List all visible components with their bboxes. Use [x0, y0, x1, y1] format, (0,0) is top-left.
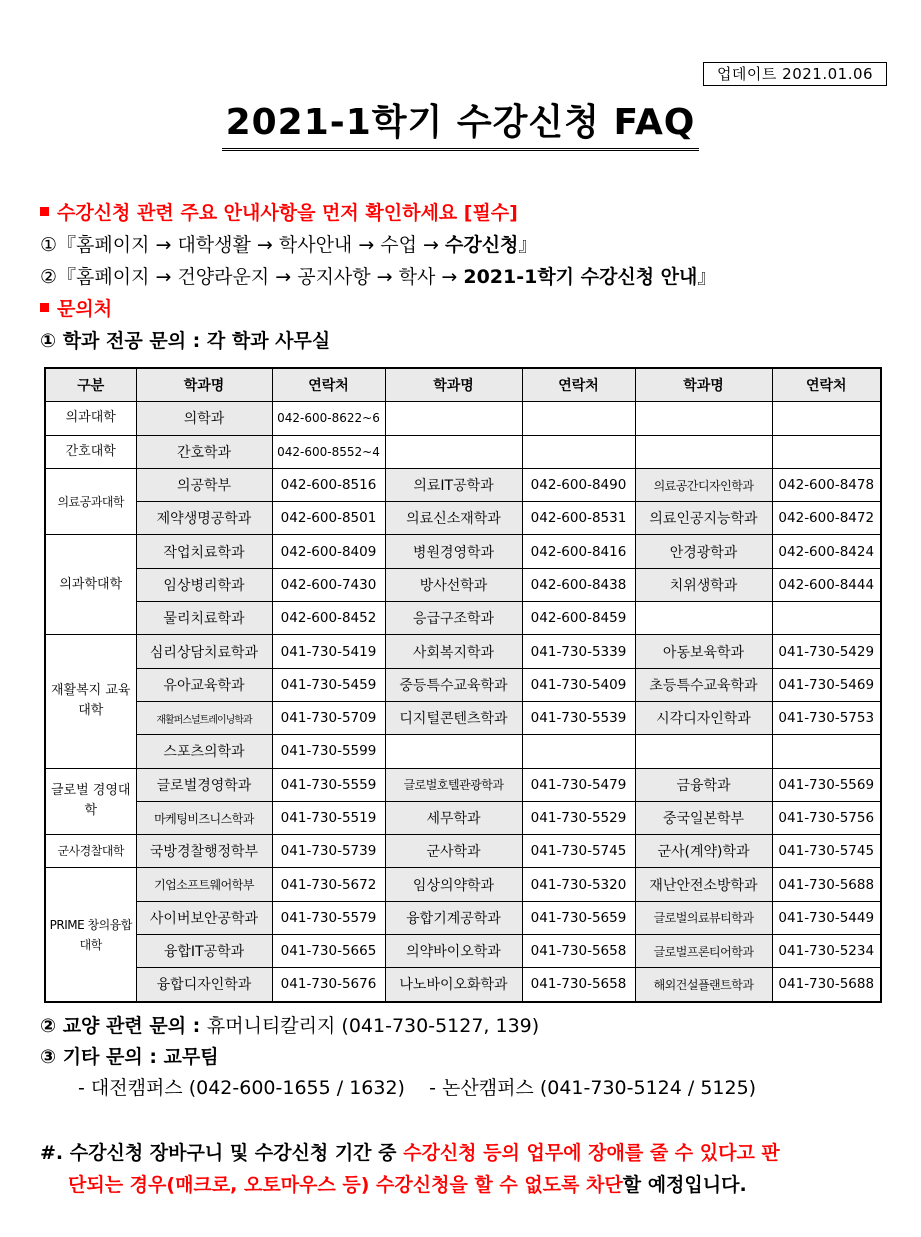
phone-cell: 041-730-5756 — [772, 801, 881, 834]
dept-name-cell: 세무학과 — [385, 801, 522, 834]
phone-cell: 042-600-8424 — [772, 535, 881, 568]
dept-name-cell: 안경광학과 — [635, 535, 772, 568]
dept-name-cell: 나노바이오화학과 — [385, 968, 522, 1002]
table-row — [45, 768, 881, 801]
phone-cell: 041-730-5419 — [272, 635, 385, 668]
header-cell: 연락처 — [772, 368, 881, 402]
dept-name-cell: 의료공간디자인학과 — [635, 468, 772, 501]
phone-cell: 041-730-5479 — [522, 768, 635, 801]
phone-cell — [522, 402, 635, 435]
dept-name-cell: 사회복지학과 — [385, 635, 522, 668]
phone-cell: 042-600-8444 — [772, 568, 881, 601]
red-square-bullet-icon — [40, 303, 49, 312]
notice-line-2-prefix: ②『홈페이지 → 건양라운지 → 공지사항 → 학사 → — [40, 266, 464, 288]
phone-cell: 042-600-8472 — [772, 502, 881, 535]
notice-line-1 — [40, 231, 537, 259]
dept-name-cell: 글로벌경영학과 — [136, 768, 272, 801]
phone-cell: 041-730-5449 — [772, 901, 881, 934]
dept-name-cell: 마케팅비즈니스학과 — [136, 801, 272, 834]
phone-cell: 041-730-5745 — [772, 835, 881, 868]
dept-name-cell: 기업소프트웨어학부 — [136, 868, 272, 901]
table-row — [45, 835, 881, 868]
notice-line-2 — [40, 263, 716, 291]
phone-cell: 041-730-5688 — [772, 868, 881, 901]
phone-cell: 041-730-5234 — [772, 935, 881, 968]
notice-line-2-bold: 2021-1학기 수강신청 안내 — [463, 266, 698, 288]
header-cell: 구분 — [45, 368, 136, 402]
phone-cell: 041-730-5745 — [522, 835, 635, 868]
notice-heading — [40, 199, 518, 227]
table-row — [45, 801, 881, 834]
dept-name-cell: 융합디자인학과 — [136, 968, 272, 1002]
macro-warning-note — [40, 1137, 890, 1201]
header-cell: 학과명 — [136, 368, 272, 402]
phone-cell: 041-730-5469 — [772, 668, 881, 701]
phone-cell: 041-730-5688 — [772, 968, 881, 1002]
dept-name-cell: 방사선학과 — [385, 568, 522, 601]
dept-name-cell: 병원경영학과 — [385, 535, 522, 568]
phone-cell: 042-600-8459 — [522, 602, 635, 635]
dept-name-cell: 심리상담치료학과 — [136, 635, 272, 668]
notice-line-2-suffix: 』 — [697, 266, 717, 288]
table-row — [45, 868, 881, 901]
campus-contact-line: - 대전캠퍼스 (042-600-1655 / 1632) - 논산캠퍼스 (041-730-5124 / 5125) — [78, 1077, 757, 1099]
update-date-box: 업데이트 2021.01.06 — [703, 62, 887, 86]
note-part-1: #. 수강신청 장바구니 및 수강신청 기간 중 — [40, 1142, 404, 1164]
phone-cell: 041-730-5579 — [272, 901, 385, 934]
dept-name-cell: 임상의약학과 — [385, 868, 522, 901]
phone-cell: 041-730-5665 — [272, 935, 385, 968]
phone-cell: 041-730-5429 — [772, 635, 881, 668]
college-cell: 군사경찰대학 — [45, 835, 136, 868]
general-contact-label: ② 교양 관련 문의 : — [40, 1015, 207, 1037]
dept-name-cell: 융합기계공학과 — [385, 901, 522, 934]
dept-contact-line: ① 학과 전공 문의 : 각 학과 사무실 — [40, 330, 331, 352]
dept-name-cell: 사이버보안공학과 — [136, 901, 272, 934]
dept-name-cell: 의학과 — [136, 402, 272, 435]
phone-cell: 042-600-8531 — [522, 502, 635, 535]
phone-cell: 042-600-8490 — [522, 468, 635, 501]
phone-cell: 041-730-5409 — [522, 668, 635, 701]
phone-cell: 041-730-5753 — [772, 701, 881, 734]
college-cell: PRIME 창의융합대학 — [45, 868, 136, 1002]
dept-name-cell: 응급구조학과 — [385, 602, 522, 635]
phone-cell: 041-730-5539 — [522, 701, 635, 734]
phone-cell: 041-730-5672 — [272, 868, 385, 901]
dept-name-cell: 해외건설플랜트학과 — [635, 968, 772, 1002]
phone-cell: 042-600-8501 — [272, 502, 385, 535]
note-part-4: 할 예정입니다. — [622, 1174, 747, 1196]
general-contact-value: 휴머니티칼리지 (041-730-5127, 139) — [206, 1015, 540, 1037]
phone-cell: 042-600-8516 — [272, 468, 385, 501]
dept-name-cell: 임상병리학과 — [136, 568, 272, 601]
notice-heading-text: 수강신청 관련 주요 안내사항을 먼저 확인하세요 [필수] — [57, 202, 518, 224]
phone-cell: 042-600-8452 — [272, 602, 385, 635]
phone-cell — [772, 402, 881, 435]
dept-name-cell: 제약생명공학과 — [136, 502, 272, 535]
dept-name-cell: 치위생학과 — [635, 568, 772, 601]
dept-name-cell — [635, 602, 772, 635]
phone-cell — [522, 435, 635, 468]
phone-cell: 041-730-5676 — [272, 968, 385, 1002]
table-row — [45, 701, 881, 734]
dept-name-cell: 의료신소재학과 — [385, 502, 522, 535]
page-title: 2021-1학기 수강신청 FAQ — [222, 100, 700, 151]
dept-name-cell: 의공학부 — [136, 468, 272, 501]
notice-line-1-prefix: ①『홈페이지 → 대학생활 → 학사안내 → 수업 → — [40, 234, 445, 256]
table-row — [45, 402, 881, 435]
phone-cell: 041-730-5569 — [772, 768, 881, 801]
table-header-row — [45, 368, 881, 402]
table-row — [45, 468, 881, 501]
college-cell: 글로벌 경영대학 — [45, 768, 136, 835]
dept-name-cell: 금융학과 — [635, 768, 772, 801]
phone-cell: 041-730-5658 — [522, 935, 635, 968]
phone-cell: 041-730-5559 — [272, 768, 385, 801]
note-part-3: 단되는 경우(매크로, 오토마우스 등) 수강신청을 할 수 없도록 차단 — [68, 1174, 623, 1196]
table-row — [45, 602, 881, 635]
college-cell: 재활복지 교육대학 — [45, 635, 136, 768]
dept-name-cell: 작업치료학과 — [136, 535, 272, 568]
page-title-wrap — [0, 100, 921, 151]
phone-cell: 041-730-5320 — [522, 868, 635, 901]
dept-name-cell: 융합IT공학과 — [136, 935, 272, 968]
phone-cell: 042-600-8409 — [272, 535, 385, 568]
table-row — [45, 968, 881, 1002]
phone-cell: 042-600-7430 — [272, 568, 385, 601]
notice-line-1-suffix: 』 — [518, 234, 538, 256]
department-contact-table — [44, 367, 882, 1003]
phone-cell: 042-600-8552~4 — [272, 435, 385, 468]
phone-cell: 042-600-8438 — [522, 568, 635, 601]
phone-cell: 042-600-8622~6 — [272, 402, 385, 435]
phone-cell: 041-730-5529 — [522, 801, 635, 834]
table-row — [45, 668, 881, 701]
dept-name-cell: 중등특수교육학과 — [385, 668, 522, 701]
table-row — [45, 435, 881, 468]
dept-name-cell — [385, 735, 522, 768]
phone-cell: 041-730-5709 — [272, 701, 385, 734]
college-cell: 의료공과대학 — [45, 468, 136, 535]
dept-name-cell: 디지털콘텐츠학과 — [385, 701, 522, 734]
dept-name-cell — [635, 435, 772, 468]
table-row — [45, 502, 881, 535]
table-row — [45, 901, 881, 934]
red-square-bullet-icon — [40, 207, 49, 216]
dept-name-cell: 군사(계약)학과 — [635, 835, 772, 868]
dept-name-cell: 의료IT공학과 — [385, 468, 522, 501]
header-cell: 학과명 — [385, 368, 522, 402]
dept-name-cell: 재활퍼스널트레이닝학과 — [136, 701, 272, 734]
dept-name-cell: 시각디자인학과 — [635, 701, 772, 734]
contact-heading-text: 문의처 — [57, 298, 113, 320]
dept-name-cell — [635, 735, 772, 768]
phone-cell: 042-600-8478 — [772, 468, 881, 501]
header-cell: 학과명 — [635, 368, 772, 402]
dept-name-cell: 스포츠의학과 — [136, 735, 272, 768]
phone-cell: 041-730-5519 — [272, 801, 385, 834]
dept-name-cell: 글로벌의료뷰티학과 — [635, 901, 772, 934]
header-cell: 연락처 — [522, 368, 635, 402]
phone-cell — [772, 602, 881, 635]
dept-name-cell: 글로벌프론티어학과 — [635, 935, 772, 968]
note-part-2: 수강신청 등의 업무에 장애를 줄 수 있다고 판 — [403, 1142, 780, 1164]
dept-name-cell — [385, 402, 522, 435]
header-cell: 연락처 — [272, 368, 385, 402]
dept-name-cell: 재난안전소방학과 — [635, 868, 772, 901]
phone-cell: 041-730-5658 — [522, 968, 635, 1002]
dept-name-cell: 초등특수교육학과 — [635, 668, 772, 701]
phone-cell: 041-730-5599 — [272, 735, 385, 768]
college-cell: 의과학대학 — [45, 535, 136, 635]
table-row — [45, 635, 881, 668]
phone-cell: 042-600-8416 — [522, 535, 635, 568]
dept-name-cell: 물리치료학과 — [136, 602, 272, 635]
phone-cell — [522, 735, 635, 768]
college-cell: 간호대학 — [45, 435, 136, 468]
phone-cell: 041-730-5459 — [272, 668, 385, 701]
dept-name-cell — [385, 435, 522, 468]
dept-name-cell: 의약바이오학과 — [385, 935, 522, 968]
phone-cell — [772, 735, 881, 768]
dept-name-cell: 아동보육학과 — [635, 635, 772, 668]
dept-name-cell: 유아교육학과 — [136, 668, 272, 701]
notice-line-1-bold: 수강신청 — [445, 234, 519, 256]
table-row — [45, 568, 881, 601]
dept-name-cell — [635, 402, 772, 435]
phone-cell: 041-730-5659 — [522, 901, 635, 934]
phone-cell: 041-730-5339 — [522, 635, 635, 668]
contact-heading — [40, 295, 112, 323]
other-contact-line: ③ 기타 문의 : 교무팀 — [40, 1046, 219, 1068]
table-row — [45, 735, 881, 768]
dept-name-cell: 중국일본학부 — [635, 801, 772, 834]
dept-name-cell: 군사학과 — [385, 835, 522, 868]
general-contact-line — [40, 1012, 539, 1040]
dept-name-cell: 글로벌호텔관광학과 — [385, 768, 522, 801]
dept-name-cell: 간호학과 — [136, 435, 272, 468]
phone-cell: 041-730-5739 — [272, 835, 385, 868]
table-row — [45, 535, 881, 568]
dept-name-cell: 국방경찰행정학부 — [136, 835, 272, 868]
phone-cell — [772, 435, 881, 468]
table-row — [45, 935, 881, 968]
college-cell: 의과대학 — [45, 402, 136, 435]
dept-name-cell: 의료인공지능학과 — [635, 502, 772, 535]
